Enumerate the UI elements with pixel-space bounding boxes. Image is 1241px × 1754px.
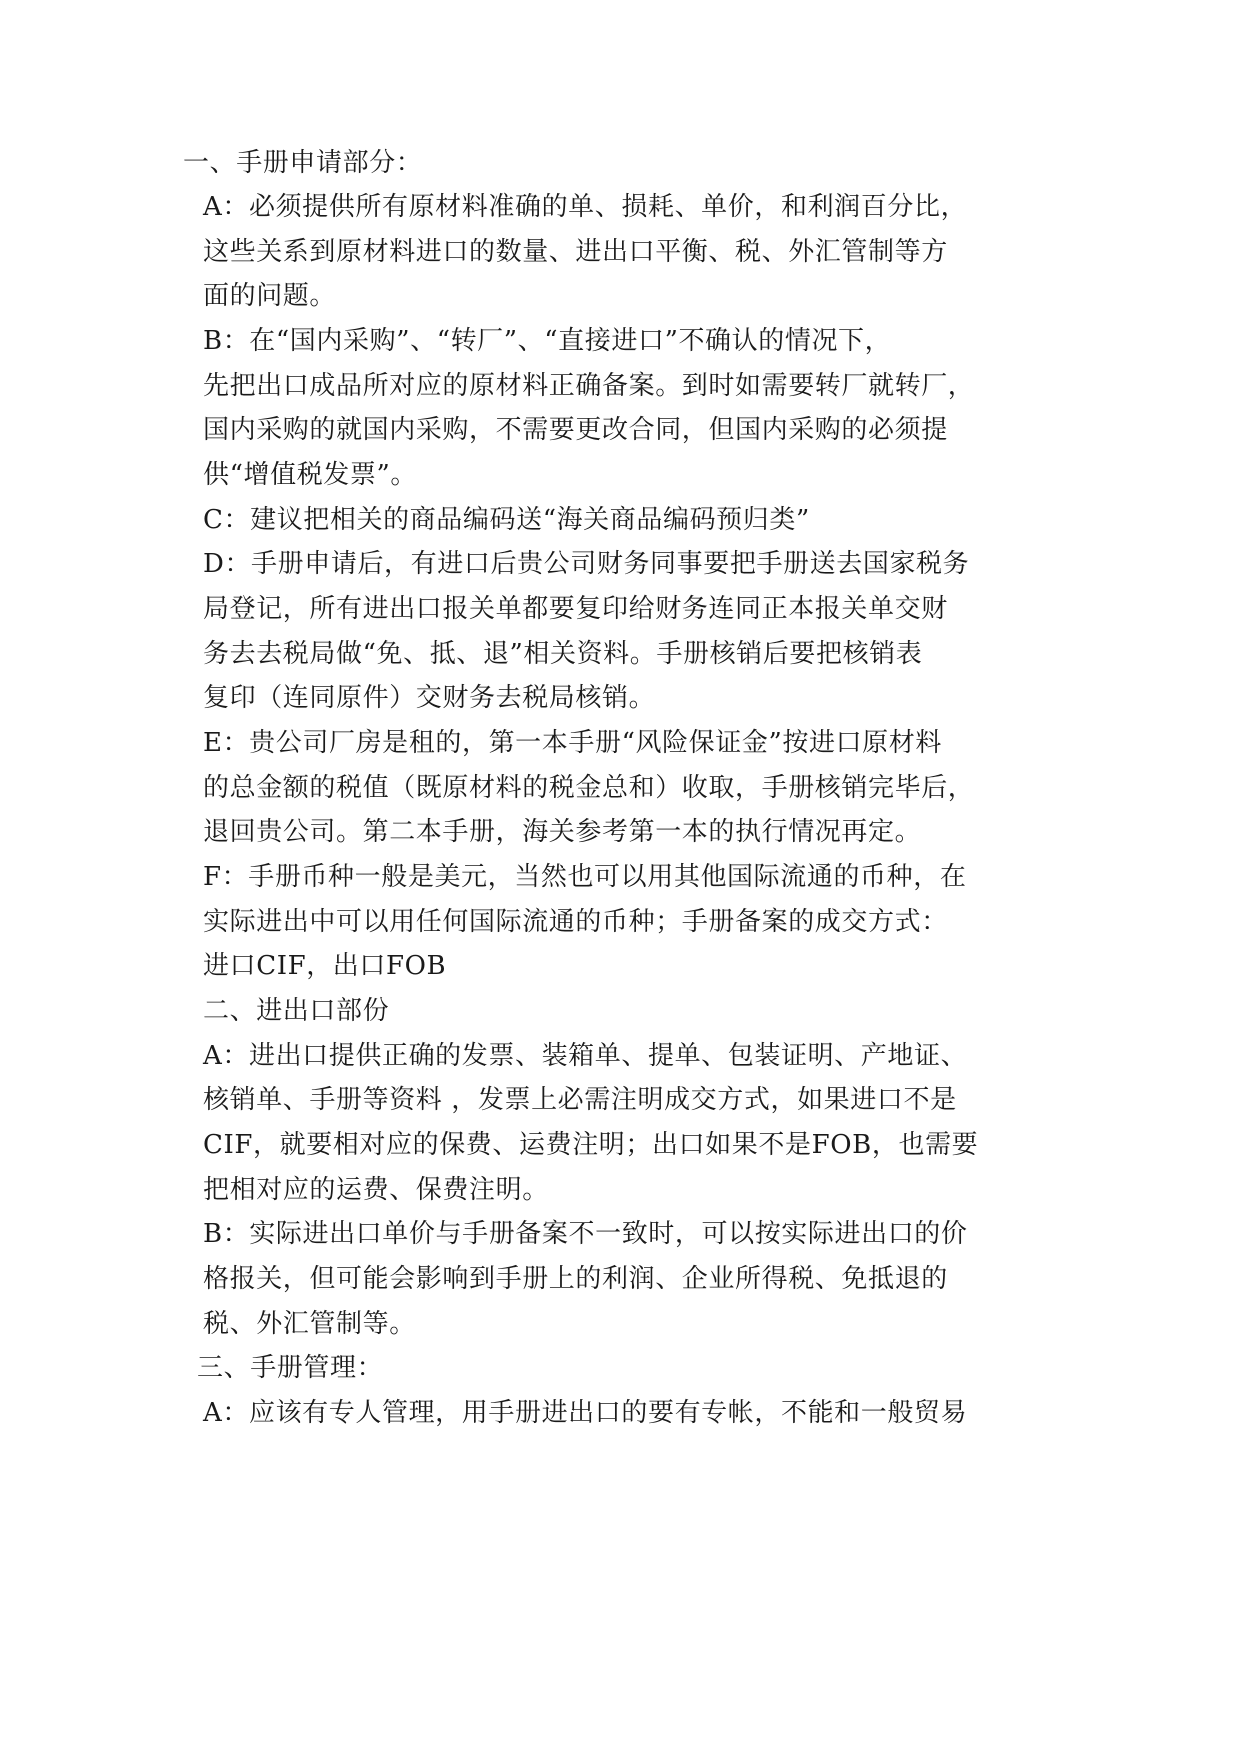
paragraph-line: 实际进出中可以用任何国际流通的币种；手册备案的成交方式： bbox=[203, 907, 948, 937]
paragraph-line: 局登记，所有进出口报关单都要复印给财务连同正本报关单交财 bbox=[203, 594, 948, 624]
paragraph-line: 把相对应的运费、保费注明。 bbox=[203, 1175, 549, 1205]
paragraph-line: 先把出口成品所对应的原材料正确备案。到时如需要转厂就转厂， bbox=[203, 371, 975, 401]
paragraph-line: A：进出口提供正确的发票、装箱单、提单、包装证明、产地证、 bbox=[203, 1041, 968, 1071]
paragraph-line: 复印（连同原件）交财务去税局核销。 bbox=[203, 683, 656, 713]
paragraph-line: C：建议把相关的商品编码送“海关商品编码预归类” bbox=[203, 505, 810, 535]
paragraph-line: D：手册申请后，有进口后贵公司财务同事要把手册送去国家税务 bbox=[203, 549, 970, 579]
paragraph-line: A：必须提供所有原材料准确的单、损耗、单价，和利润百分比， bbox=[203, 192, 968, 222]
paragraph-line: A：应该有专人管理，用手册进出口的要有专帐，不能和一般贸易 bbox=[203, 1398, 968, 1428]
paragraph-line: 务去去税局做“免、抵、退”相关资料。手册核销后要把核销表 bbox=[203, 639, 923, 669]
section-heading-3: 三、手册管理： bbox=[197, 1353, 384, 1383]
paragraph-line: 这些关系到原材料进口的数量、进出口平衡、税、外汇管制等方 bbox=[203, 237, 948, 267]
paragraph-line: 格报关，但可能会影响到手册上的利润、企业所得税、免抵退的 bbox=[203, 1264, 948, 1294]
paragraph-line: 核销单、手册等资料 ，发票上必需注明成交方式，如果进口不是 bbox=[203, 1085, 957, 1115]
section-heading-1: 一、手册申请部分： bbox=[183, 148, 423, 178]
paragraph-line: 国内采购的就国内采购，不需要更改合同，但国内采购的必须提 bbox=[203, 415, 948, 445]
paragraph-line: B：实际进出口单价与手册备案不一致时，可以按实际进出口的价 bbox=[203, 1219, 968, 1249]
paragraph-line: 面的问题。 bbox=[203, 281, 337, 311]
paragraph-line: E：贵公司厂房是租的，第一本手册“风险保证金”按进口原材料 bbox=[203, 728, 942, 758]
paragraph-line: 进口CIF，出口FOB bbox=[203, 951, 447, 981]
paragraph-line: 退回贵公司。第二本手册，海关参考第一本的执行情况再定。 bbox=[203, 817, 922, 847]
paragraph-line: CIF，就要相对应的保费、运费注明；出口如果不是FOB，也需要 bbox=[203, 1130, 979, 1160]
section-heading-2: 二、进出口部份 bbox=[203, 996, 390, 1026]
paragraph-line: 的总金额的税值（既原材料的税金总和）收取，手册核销完毕后， bbox=[203, 773, 975, 803]
paragraph-line: 供“增值税发票”。 bbox=[203, 460, 417, 490]
paragraph-line: F：手册币种一般是美元，当然也可以用其他国际流通的币种，在 bbox=[203, 862, 967, 892]
paragraph-line: 税、外汇管制等。 bbox=[203, 1309, 416, 1339]
paragraph-line: B：在“国内采购”、“转厂”、“直接进口”不确认的情况下， bbox=[203, 326, 892, 356]
